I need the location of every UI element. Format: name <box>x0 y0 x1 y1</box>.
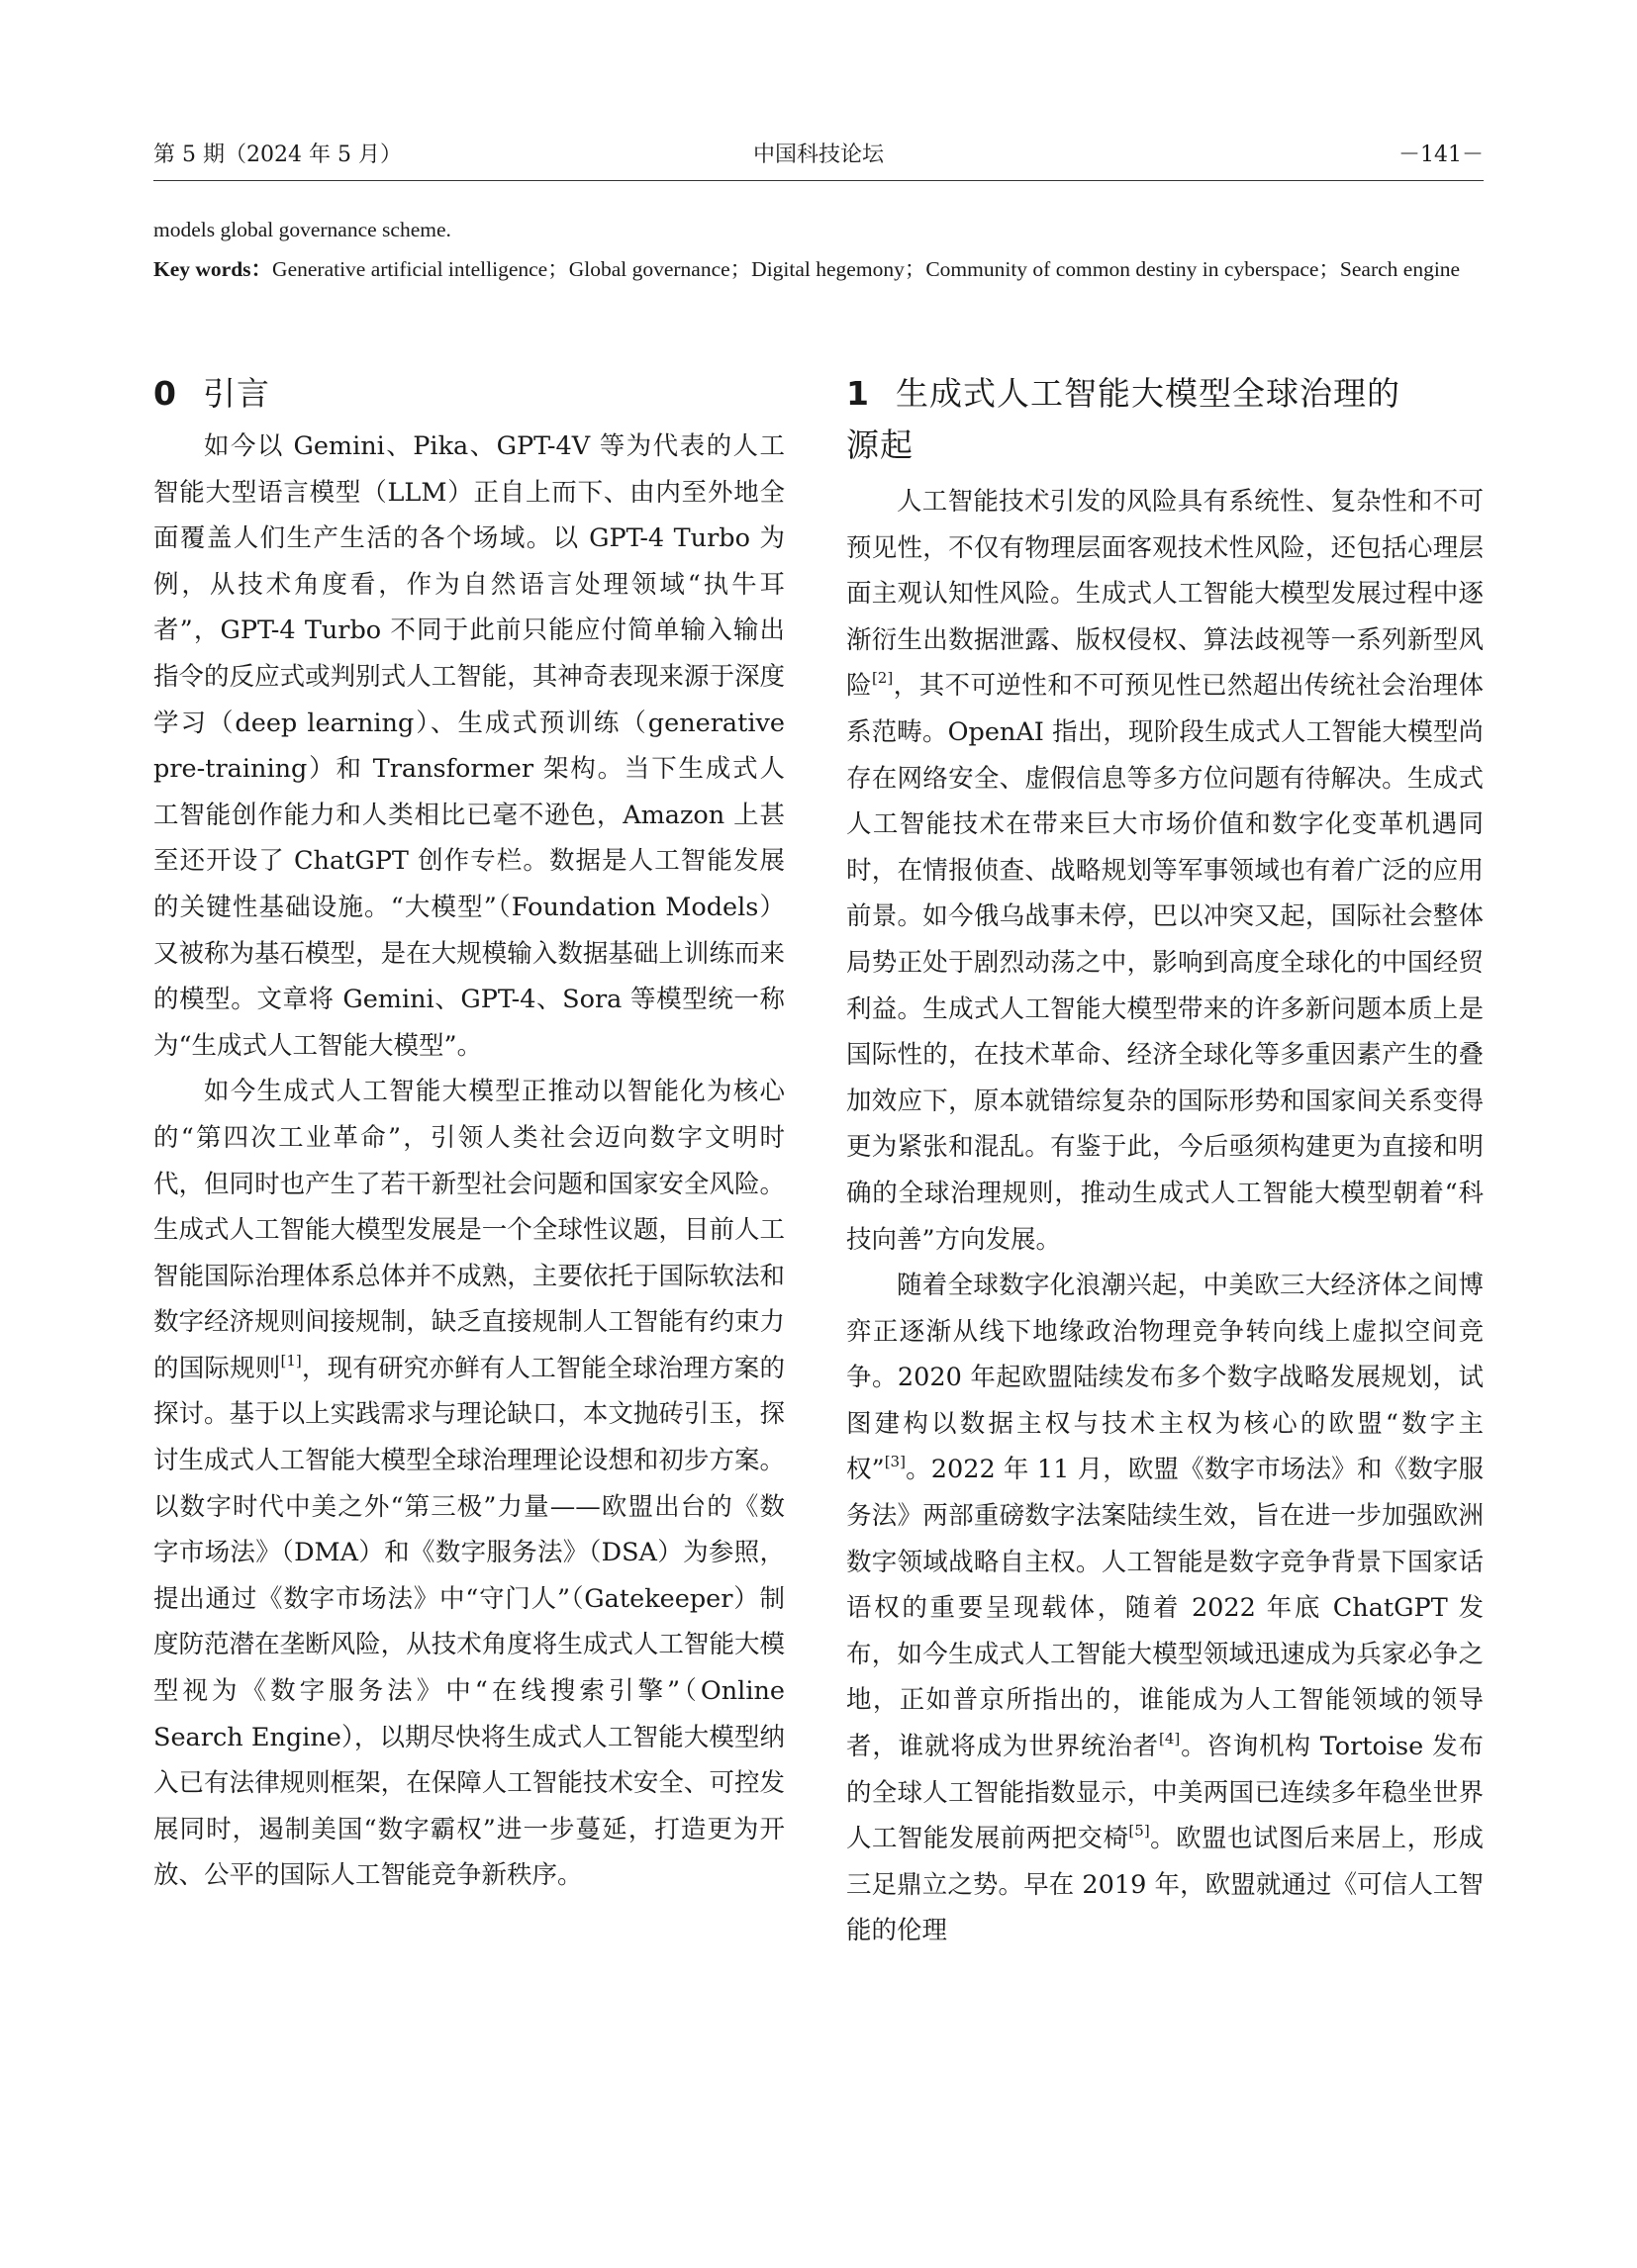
paragraph-text: 人工智能技术引发的风险具有系统性、复杂性和不可预见性，不仅有物理层面客观技术性风险，还包括心理层面主观认知性风险。生成式人工智能大模型发展过程中逐渐衍生出数据泄露、版权侵权、算法歧视等一系列新型风险 <box>846 487 1484 702</box>
paragraph-text: ，现有研究亦鲜有人工智能全球治理方案的探讨。基于以上实践需求与理论缺口，本文抛砖引玉，探讨生成式人工智能大模型全球治理理论设想和初步方案。以数字时代中美之外“第三极”力量——欧盟出台的《数字市场法》（DMA）和《数字服务法》（DSA）为参照，提出通过《数字市场法》中“守门人”（Gatekeeper）制度防范潜在垄断风险，从技术角度将生成式人工智能大模型视为《数字服务法》中“在线搜索引擎”（Online Search Engine），以期尽快将生成式人工智能大模型纳入已有法律规则框架，在保障人工智能技术安全、可控发展同时，遏制美国“数字霸权”进一步蔓延，打造更为开放、公平的国际人工智能竞争新秩序。 <box>153 1353 785 1891</box>
paragraph-text: 如今生成式人工智能大模型正推动以智能化为核心的“第四次工业革命”，引领人类社会迈向数字文明时代，但同时也产生了若干新型社会问题和国家安全风险。生成式人工智能大模型发展是一个全球性议题，目前人工智能国际治理体系总体并不成熟，主要依托于国际软法和数字经济规则间接规制，缺乏直接规制人工智能有约束力的国际规则 <box>153 1077 785 1383</box>
journal-name: 中国科技论坛 <box>752 142 884 167</box>
citation: [3] <box>884 1453 906 1471</box>
citation: [4] <box>1159 1729 1181 1748</box>
abstract-last-line: models global governance scheme. <box>153 218 451 241</box>
section-0-paragraph-1: 如今以 Gemini、Pika、GPT-4V 等为代表的人工智能大型语言模型（LLM）正自上而下、由内至外地全面覆盖人们生产生活的各个场域。以 GPT-4 Turbo 为例，从技术角度看，作为自然语言处理领域“执牛耳者”，GPT-4 Turbo 不同于此前只能应付简单输入输出指令的反应式或判别式人工智能，其神奇表现来源于深度学习（deep learning）、生成式预训练（generative pre-training）和 Transformer 架构。当下生成式人工智能创作能力和人类相比已毫不逊色，Amazon 上甚至还开设了 ChatGPT 创作专栏。数据是人工智能发展的关键性基础设施。“大模型”（Foundation Models）又被称为基石模型，是在大规模输入数据基础上训练而来的模型。文章将 Gemini、GPT-4、Sora 等模型统一称为“生成式人工智能大模型”。 <box>153 431 785 1061</box>
citation: [2] <box>871 669 894 688</box>
abstract-tail <box>153 210 1484 289</box>
section-1-heading <box>846 368 1484 471</box>
citation: [5] <box>1128 1821 1150 1840</box>
section-title: 引言 <box>202 374 270 413</box>
citation: [1] <box>280 1351 302 1370</box>
issue-label: 第 5 期（2024 年 5 月） <box>153 142 402 167</box>
paragraph-text: ，其不可逆性和不可预见性已然超出传统社会治理体系范畴。OpenAI 指出，现阶段生成式人工智能大模型尚存在网络安全、虚假信息等多方位问题有待解决。生成式人工智能技术在带来巨大市场价值和数字化变革机遇同时，在情报侦查、战略规划等军事领域也有着广泛的应用前景。如今俄乌战事未停，巴以冲突又起，国际社会整体局势正处于剧烈动荡之中，影响到高度全球化的中国经贸利益。生成式人工智能大模型带来的许多新问题本质上是国际性的，在技术革命、经济全球化等多重因素产生的叠加效应下，原本就错综复杂的国际形势和国家间关系变得更为紧张和混乱。有鉴于此，今后亟须构建更为直接和明确的全球治理规则，推动生成式人工智能大模型朝着“科技向善”方向发展。 <box>846 671 1484 1255</box>
paragraph-text: 。2022 年 11 月，欧盟《数字市场法》和《数字服务法》两部重磅数字法案陆续生效，旨在进一步加强欧洲数字领域战略自主权。人工智能是数字竞争背景下国家话语权的重要呈现载体，随着 2022 年底 ChatGPT 发布，如今生成式人工智能大模型领域迅速成为兵家必争之地，正如普京所指出的，谁能成为人工智能领域的领导者，谁就将成为世界统治者 <box>846 1455 1484 1762</box>
page-number: －141－ <box>1398 142 1484 167</box>
section-number: 1 <box>846 374 870 413</box>
section-title: 生成式人工智能大模型全球治理的 <box>895 374 1400 413</box>
paragraph-text: 。欧盟也试图后来居上，形成三足鼎立之势。早在 2019 年，欧盟就通过《可信人工智能的伦理 <box>846 1824 1484 1946</box>
keywords <box>153 249 1484 289</box>
section-0-heading <box>153 368 785 420</box>
paragraph-text: 随着全球数字化浪潮兴起，中美欧三大经济体之间博弈正逐渐从线下地缘政治物理竞争转向线上虚拟空间竞争。2020 年起欧盟陆续发布多个数字战略发展规划，试图建构以数据主权与技术主权为核心的欧盟“数字主权” <box>846 1271 1484 1485</box>
section-number: 0 <box>153 374 177 413</box>
paragraph-text: 。咨询机构 Tortoise 发布的全球人工智能指数显示，中美两国已连续多年稳坐世界人工智能发展前两把交椅 <box>846 1732 1484 1854</box>
left-column <box>153 368 785 1899</box>
keywords-text: Generative artificial intelligence；Global governance；Digital hegemony；Community of common destiny in cyberspace；Search engine <box>272 257 1461 281</box>
keywords-label: Key words： <box>153 257 273 281</box>
section-1-paragraph-1 <box>846 479 1484 1263</box>
right-column <box>846 368 1484 1954</box>
section-1-paragraph-2 <box>846 1263 1484 1954</box>
running-header <box>153 135 1484 181</box>
section-0-paragraph-2 <box>153 1069 785 1899</box>
section-title-continued: 源起 <box>846 425 914 464</box>
